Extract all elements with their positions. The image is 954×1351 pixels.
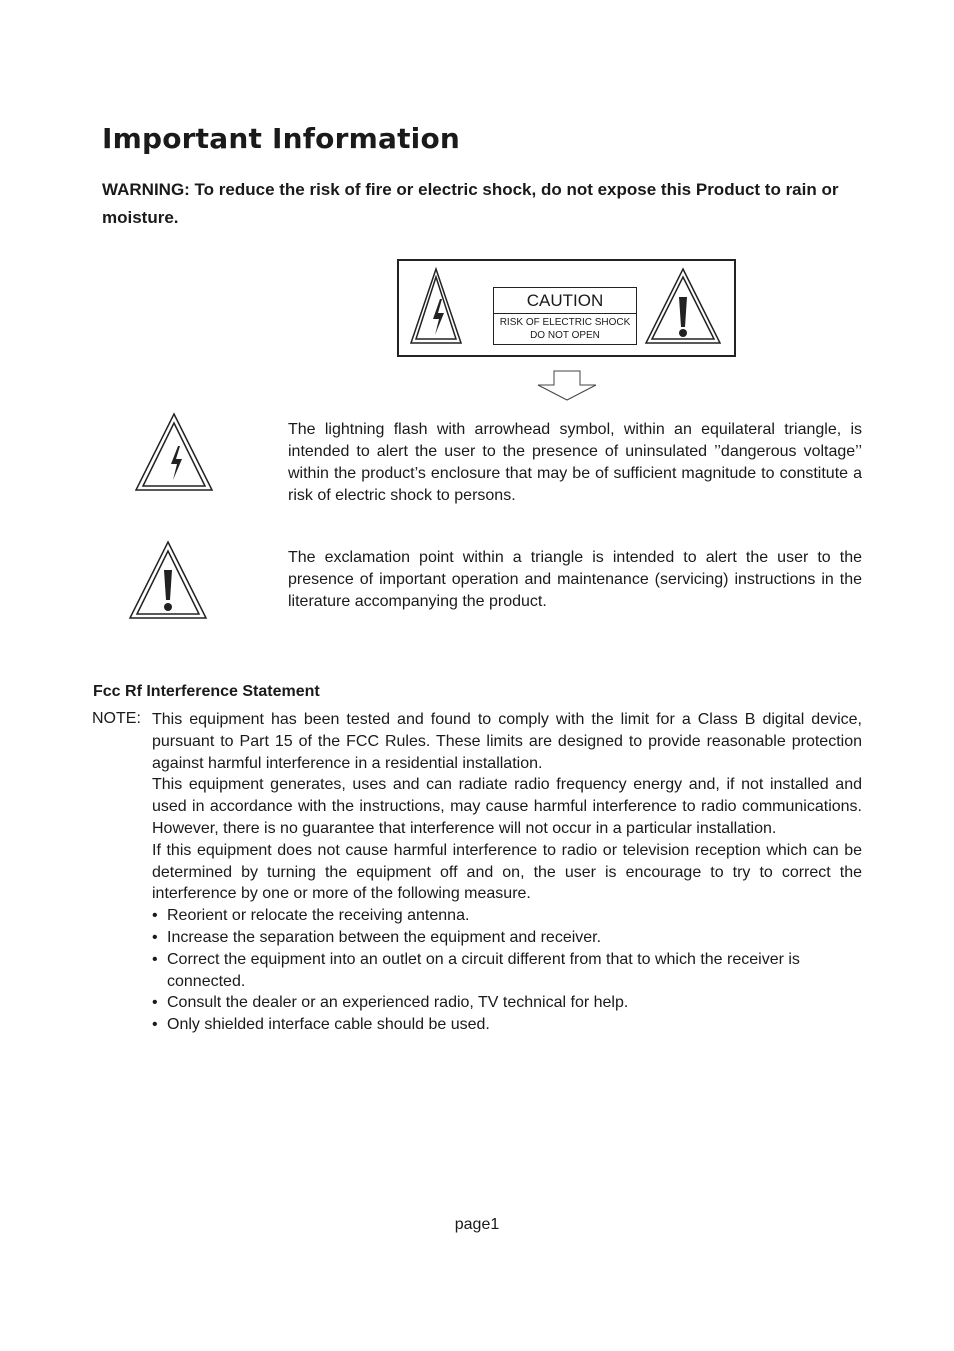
fcc-note-body <box>152 709 862 1036</box>
lightning-triangle-icon <box>409 267 463 345</box>
lightning-symbol-icon <box>134 412 214 492</box>
caution-line-1: RISK OF ELECTRIC SHOCK <box>499 317 631 328</box>
caution-sticker <box>493 287 637 345</box>
fcc-paragraph: This equipment generates, uses and can radiate radio frequency energy and, if not installed and used in accordance with the instructions, may cause harmful interference to radio communications. However, there is no guarantee that interference will not occur in a particular installation. <box>152 776 862 837</box>
caution-line-2: DO NOT OPEN <box>530 330 600 341</box>
exclamation-triangle-icon <box>644 267 722 345</box>
caution-title: CAUTION <box>494 289 636 314</box>
page-number: page1 <box>454 1216 500 1233</box>
exclamation-symbol-icon <box>128 540 208 620</box>
fcc-paragraph: If this equipment does not cause harmful interference to radio or television reception which can be determined by turning the equipment off and on, the user is encourage to try to correct the interference by one or more of the following measure. <box>152 841 862 903</box>
note-label: NOTE: <box>92 710 141 727</box>
page-title: Important Information <box>102 122 461 155</box>
exclamation-explanation: The exclamation point within a triangle is intended to alert the user to the presence of important operation and maintenance (servicing) instructions in the literature accompanying the product. <box>288 549 862 610</box>
caution-subtext <box>494 316 636 342</box>
bullet-item: • Correct the equipment into an outlet on a circuit different from that to which the receiver is connected. <box>152 949 862 993</box>
fcc-paragraph: This equipment has been tested and found to comply with the limit for a Class B digital device, pursuant to Part 15 of the FCC Rules. These limits are designed to provide reasonable protection against harmful interference in a residential installation. <box>152 711 862 772</box>
lightning-explanation: The lightning flash with arrowhead symbol, within an equilateral triangle, is intended to alert the user to the presence of uninsulated ’’dangerous voltage’’ within the product’s enclosure that may be of sufficient magnitude to constitute a risk of electric shock to persons. <box>288 421 862 504</box>
bullet-item: • Consult the dealer or an experienced radio, TV technical for help. <box>152 992 862 1014</box>
bullet-item: • Reorient or relocate the receiving antenna. <box>152 905 862 927</box>
fcc-heading: Fcc Rf Interference Statement <box>93 683 320 700</box>
bullet-item: • Only shielded interface cable should be used. <box>152 1014 862 1036</box>
bullet-item: • Increase the separation between the equipment and receiver. <box>152 927 862 949</box>
warning-text: WARNING: To reduce the risk of fire or electric shock, do not expose this Product to rain or moisture. <box>102 180 839 227</box>
down-arrow-icon <box>534 369 600 403</box>
